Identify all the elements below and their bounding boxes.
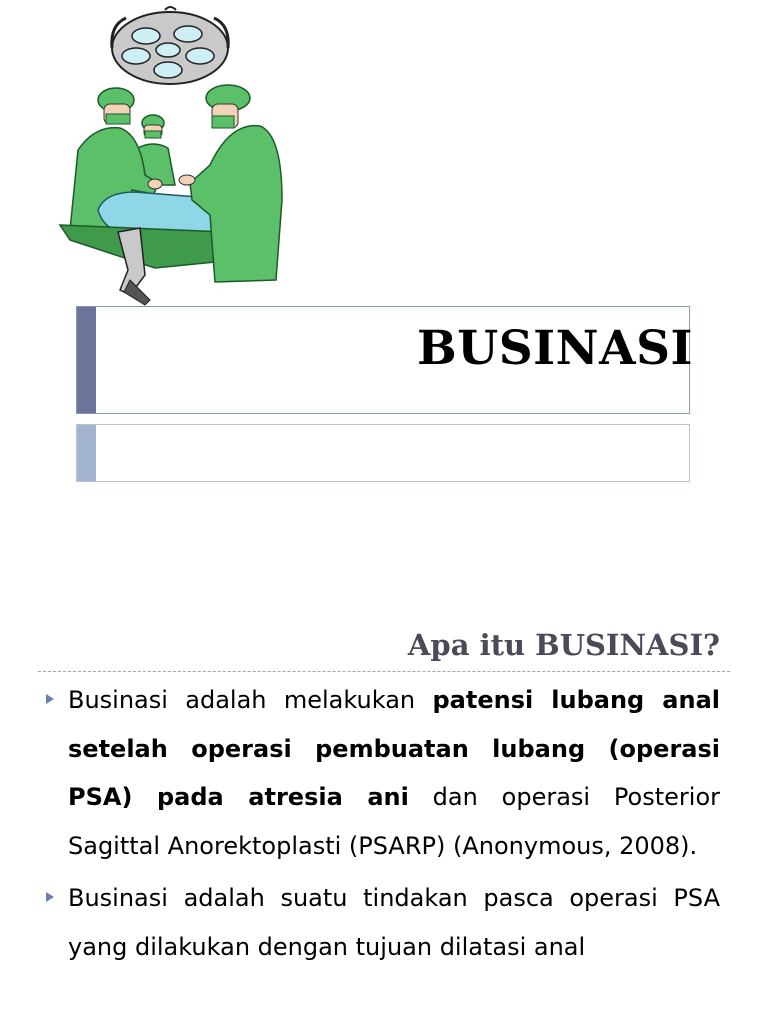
bullet-list bbox=[40, 676, 720, 975]
list-item bbox=[40, 676, 720, 870]
list-item bbox=[40, 874, 720, 971]
surgical-lamp-icon bbox=[112, 7, 228, 84]
section-heading: Apa itu BUSINASI? bbox=[407, 628, 720, 662]
bullet-bold-text: patensi lubang anal setelah operasi pembuatan lubang (operasi PSA) pada atresia ani bbox=[68, 686, 720, 811]
bullet-arrow-icon bbox=[46, 694, 54, 704]
title-accent-bar bbox=[77, 307, 96, 413]
bullet-text: dan operasi Posterior Sagittal Anorektoplasti (PSARP) (Anonymous, 2008). bbox=[68, 783, 720, 860]
title-box bbox=[76, 306, 693, 414]
subtitle-box bbox=[76, 424, 690, 482]
slide-title: BUSINASI bbox=[417, 321, 693, 376]
heading-divider bbox=[38, 671, 730, 672]
bullet-text: Businasi adalah melakukan bbox=[68, 686, 433, 714]
bullet-arrow-icon bbox=[46, 892, 54, 902]
surgeons-operating-illustration bbox=[50, 0, 295, 310]
subtitle-accent-bar bbox=[77, 425, 96, 481]
bullet-text: Businasi adalah suatu tindakan pasca operasi PSA yang dilakukan dengan tujuan dilatasi anal bbox=[68, 884, 720, 961]
